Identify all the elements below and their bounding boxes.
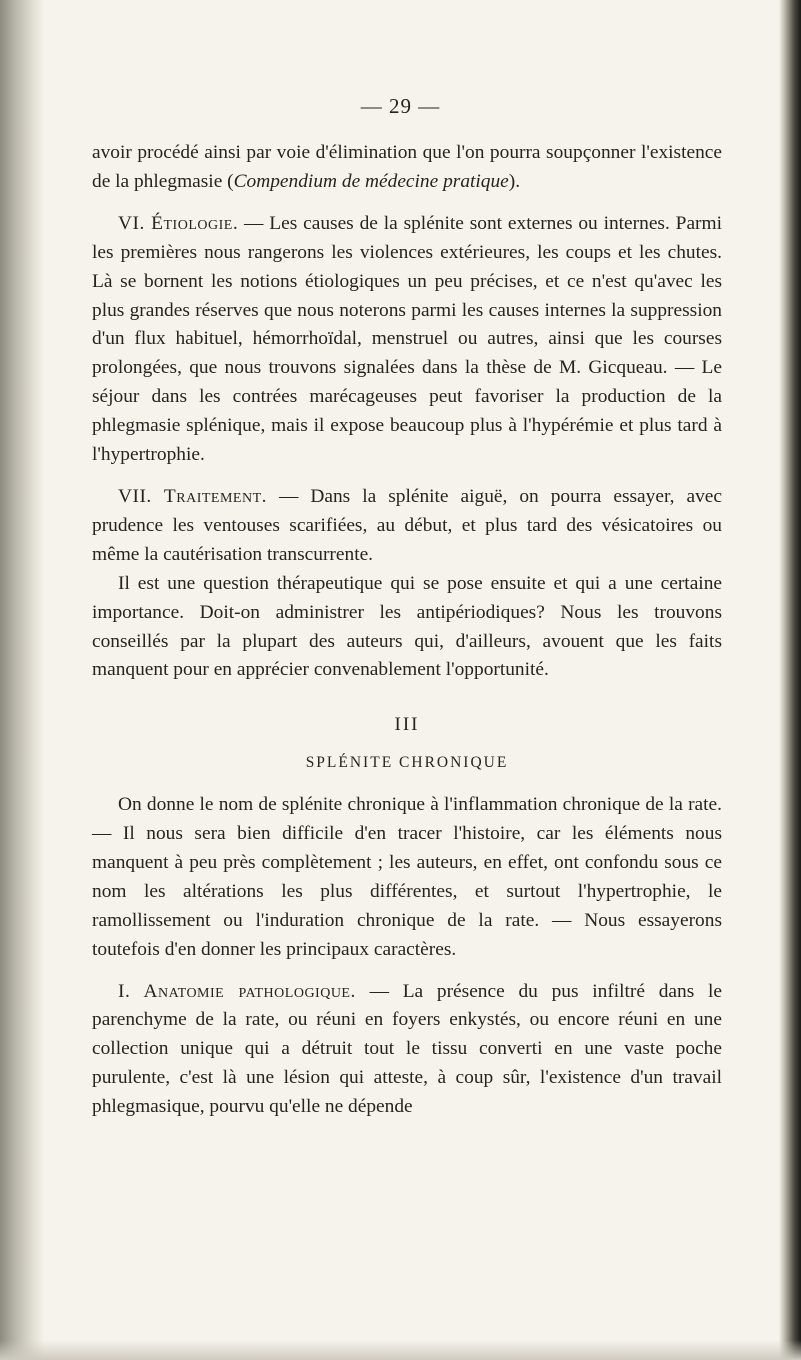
section-label-anatomie: I. Anatomie pathologique. — [118, 980, 356, 1002]
paragraph-text: — Les causes de la splénite sont externes ou internes. Parmi les premières nous rangerons les violences extérieures, les coups et les chutes. Là se bornent les notions étiologiques un peu précises, et ce n'est qu'avec les plus grandes réserves que nous noterons parmi les causes internes la suppression d'un flux habituel, hémorrhoïdal, menstruel ou autres, ainsi que les courses prolongées, que nous trouvons signalées dans la thèse de M. Gicqueau. — Le séjour dans les contrées marécageuses peut favoriser la production de la phlegmasie splénique, mais il expose beaucoup plus à l'hypérémie et plus tard à l'hypertrophie. — [92, 212, 722, 466]
section-number: III — [394, 714, 420, 736]
paragraph-traitement — [92, 483, 722, 570]
paragraph-text: — Dans la splénite aiguë, on pourra essayer, avec prudence les ventouses scarifiées, au début, et plus tard des vésicatoires ou même la cautérisation transcurrente. — [92, 485, 722, 565]
paragraph-text: avoir procédé ainsi par voie d'élimination que l'on pourra soupçonner l'existence de la phlegmasie ( — [92, 142, 722, 192]
section-title: SPLÉNITE CHRONIQUE — [305, 754, 509, 772]
section-label-etiologie: VI. Étiologie. — [118, 212, 239, 234]
paragraph-antiperiodiques: Il est une question thérapeutique qui se pose ensuite et qui a une certaine importance. Doit-on administrer les antipériodiques? Nous les trouvons conseillés par la plupart des auteurs qui, d'ailleurs, avouent que les faits manquent pour en apprécier convenablement l'opportunité. — [92, 572, 722, 681]
paragraph-text: — La présence du pus infiltré dans le parenchyme de la rate, ou réuni en foyers enkystés, ou encore réuni en une collection unique qui a détruit tout le tissu converti en une vaste poche purulente, c'est là une lésion qui atteste, à coup sûr, l'existence d'un travail phlegmasique, pourvu qu'elle ne dépende — [92, 980, 723, 1118]
paragraph-anatomie — [92, 978, 722, 1123]
paragraph-splenite-chronique: On donne le nom de splénite chronique à l'inflammation chronique de la rate. — Il nous sera bien difficile d'en tracer l'histoire, car les éléments nous manquent à peu près complètement ; les auteurs, en effet, ont confondu sous ce nom les altérations les plus différentes, et surtout l'hypertrophie, le ramollissement ou l'induration chronique de la rate. — Nous essayerons toutefois d'en donner les principaux caractères. — [92, 794, 722, 960]
page-body — [92, 139, 722, 1122]
page-number: — 29 — — [360, 94, 441, 118]
paragraph-etiologie — [92, 210, 722, 470]
paragraph-continuation — [92, 139, 722, 197]
citation-title: Compendium de médecine pratique — [233, 170, 509, 192]
section-label-traitement: VII. Traitement. — [118, 485, 267, 507]
paragraph-text-end: ). — [508, 170, 521, 192]
